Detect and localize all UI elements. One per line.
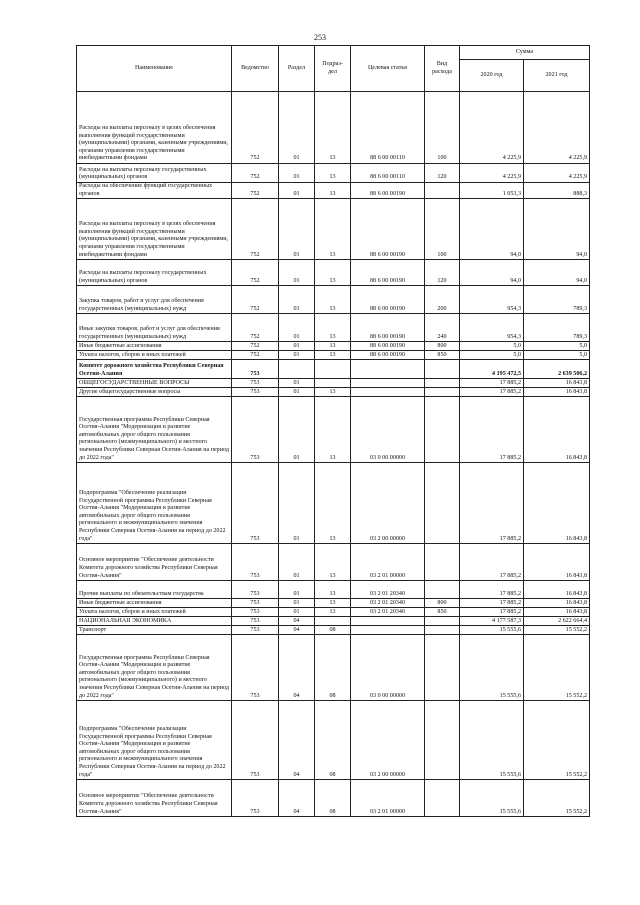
cell-ved: 753 (232, 388, 279, 397)
cell-2020: 954,3 (460, 314, 524, 342)
table-row (77, 635, 590, 701)
cell-2021: 16 843,8 (524, 463, 590, 544)
cell-2021: 94,0 (524, 199, 590, 260)
cell-razdel: 04 (279, 635, 315, 701)
cell-celevaya: 03 2 01 00000 (351, 544, 425, 581)
cell-2020: 4 225,9 (460, 92, 524, 164)
cell-razdel (279, 360, 315, 379)
cell-vid (425, 626, 460, 635)
cell-ved: 753 (232, 626, 279, 635)
cell-vid (425, 617, 460, 626)
cell-celevaya: 88 6 00 00190 (351, 199, 425, 260)
cell-2020: 17 885,2 (460, 581, 524, 599)
cell-vid (425, 463, 460, 544)
header-summa: Сумма (460, 46, 590, 60)
cell-razdel: 01 (279, 463, 315, 544)
cell-vid (425, 701, 460, 780)
cell-razdel: 01 (279, 164, 315, 183)
cell-2021: 16 843,8 (524, 581, 590, 599)
table-row (77, 199, 590, 260)
cell-vid: 200 (425, 286, 460, 314)
cell-podrazdel: 08 (315, 780, 351, 817)
cell-ved: 752 (232, 92, 279, 164)
cell-vid: 800 (425, 599, 460, 608)
table-row (77, 626, 590, 635)
cell-podrazdel: 08 (315, 635, 351, 701)
cell-podrazdel: 13 (315, 314, 351, 342)
table-row (77, 608, 590, 617)
cell-name: Расходы на выплаты персоналу в целях обеспечения выполнения функций государственными (муниципальными) органами, казенными учреждениями, органами управления государственными внебюджетными фондами (77, 199, 232, 260)
cell-2021: 16 843,8 (524, 397, 590, 463)
cell-celevaya: 03 0 00 00000 (351, 397, 425, 463)
cell-celevaya (351, 626, 425, 635)
cell-ved: 753 (232, 608, 279, 617)
cell-2020: 1 053,3 (460, 183, 524, 199)
cell-celevaya: 88 6 00 00190 (351, 260, 425, 286)
cell-celevaya: 88 6 00 00190 (351, 342, 425, 351)
cell-vid (425, 780, 460, 817)
cell-ved: 753 (232, 544, 279, 581)
cell-name: Расходы на выплаты персоналу в целях обеспечения выполнения функций государственными (муниципальными) органами, казенными учреждениями, органами управления государственными внебюджетными фондами (77, 92, 232, 164)
cell-podrazdel: 13 (315, 397, 351, 463)
table-row (77, 388, 590, 397)
cell-podrazdel: 13 (315, 599, 351, 608)
cell-vid (425, 544, 460, 581)
table-row (77, 286, 590, 314)
cell-celevaya (351, 388, 425, 397)
cell-name: Транспорт (77, 626, 232, 635)
cell-ved: 753 (232, 617, 279, 626)
budget-table (76, 45, 590, 817)
cell-celevaya: 88 6 00 00110 (351, 164, 425, 183)
cell-ved: 752 (232, 260, 279, 286)
cell-name: Прочие выплаты по обязательствам государства (77, 581, 232, 599)
cell-2020: 5,0 (460, 351, 524, 360)
cell-podrazdel: 13 (315, 92, 351, 164)
cell-vid: 120 (425, 260, 460, 286)
cell-razdel: 01 (279, 397, 315, 463)
table-row (77, 342, 590, 351)
cell-celevaya: 03 2 01 20340 (351, 581, 425, 599)
cell-razdel: 04 (279, 780, 315, 817)
cell-podrazdel: 13 (315, 183, 351, 199)
cell-podrazdel: 13 (315, 342, 351, 351)
table-row (77, 351, 590, 360)
cell-ved: 752 (232, 286, 279, 314)
cell-ved: 753 (232, 360, 279, 379)
cell-vid: 120 (425, 164, 460, 183)
cell-vid: 800 (425, 342, 460, 351)
table-row (77, 260, 590, 286)
page-number: 253 (314, 33, 326, 42)
table-row (77, 780, 590, 817)
cell-2021: 4 225,9 (524, 92, 590, 164)
cell-ved: 753 (232, 599, 279, 608)
cell-2021: 2 622 664,4 (524, 617, 590, 626)
cell-ved: 752 (232, 164, 279, 183)
cell-podrazdel (315, 617, 351, 626)
cell-celevaya: 03 2 01 20340 (351, 608, 425, 617)
cell-podrazdel: 13 (315, 199, 351, 260)
cell-razdel: 04 (279, 617, 315, 626)
cell-ved: 753 (232, 635, 279, 701)
cell-celevaya: 88 6 00 00190 (351, 183, 425, 199)
cell-2020: 4 177 587,3 (460, 617, 524, 626)
cell-name: Основное мероприятие "Обеспечение деятельности Комитета дорожного хозяйства Республики Северная Осетия-Алания" (77, 780, 232, 817)
table-row (77, 581, 590, 599)
cell-2021: 5,0 (524, 342, 590, 351)
cell-2020: 17 885,2 (460, 388, 524, 397)
cell-2021: 16 843,8 (524, 544, 590, 581)
cell-razdel: 01 (279, 314, 315, 342)
cell-2020: 17 885,2 (460, 608, 524, 617)
cell-name: Уплата налогов, сборов и иных платежей (77, 351, 232, 360)
cell-name: Комитет дорожного хозяйства Республики Северная Осетия-Алания (77, 360, 232, 379)
cell-podrazdel: 13 (315, 164, 351, 183)
cell-2021: 16 843,8 (524, 599, 590, 608)
cell-2021: 789,3 (524, 286, 590, 314)
cell-name: Закупка товаров, работ и услуг для обеспечения государственных (муниципальных) нужд (77, 286, 232, 314)
header-ved: Ведомство (232, 46, 279, 92)
cell-ved: 753 (232, 581, 279, 599)
cell-celevaya: 88 6 00 00110 (351, 92, 425, 164)
cell-name: Иные закупки товаров, работ и услуг для обеспечения государственных (муниципальных) нужд (77, 314, 232, 342)
cell-ved: 752 (232, 314, 279, 342)
cell-name: Подпрограмма "Обеспечение реализации Государственной программы Республики Северная Осетия-Алания "Модернизация и развитие автомобильных дорог общего пользования регионального и межмуниципального значения Республики Северная Осетия-Алания на период до 2022 года" (77, 463, 232, 544)
cell-ved: 752 (232, 351, 279, 360)
header-name: Наименование (77, 46, 232, 92)
cell-2021: 2 639 506,2 (524, 360, 590, 379)
table-row (77, 92, 590, 164)
cell-celevaya: 88 6 00 00190 (351, 314, 425, 342)
cell-podrazdel: 13 (315, 608, 351, 617)
cell-razdel: 01 (279, 183, 315, 199)
cell-2021: 16 843,8 (524, 379, 590, 388)
table-row (77, 379, 590, 388)
cell-celevaya: 03 2 01 00000 (351, 780, 425, 817)
cell-name: Расходы на обеспечение функций государственных органов (77, 183, 232, 199)
cell-celevaya: 88 6 00 00190 (351, 351, 425, 360)
cell-celevaya (351, 379, 425, 388)
cell-podrazdel: 13 (315, 351, 351, 360)
table-row (77, 183, 590, 199)
cell-ved: 753 (232, 701, 279, 780)
cell-vid: 100 (425, 92, 460, 164)
table-row (77, 544, 590, 581)
cell-ved: 753 (232, 379, 279, 388)
cell-razdel: 01 (279, 581, 315, 599)
cell-razdel: 01 (279, 199, 315, 260)
cell-2021: 16 843,8 (524, 608, 590, 617)
cell-podrazdel: 13 (315, 544, 351, 581)
cell-2020: 15 555,6 (460, 626, 524, 635)
cell-2021: 888,3 (524, 183, 590, 199)
cell-ved: 753 (232, 397, 279, 463)
table-row (77, 599, 590, 608)
table-body (77, 92, 590, 817)
cell-2021: 16 843,8 (524, 388, 590, 397)
cell-vid: 240 (425, 314, 460, 342)
cell-vid (425, 581, 460, 599)
cell-razdel: 01 (279, 608, 315, 617)
cell-razdel: 01 (279, 379, 315, 388)
cell-vid (425, 183, 460, 199)
cell-2020: 17 885,2 (460, 599, 524, 608)
cell-2020: 4 225,9 (460, 164, 524, 183)
cell-2020: 17 885,2 (460, 397, 524, 463)
header-2020: 2020 год (460, 60, 524, 92)
cell-ved: 752 (232, 183, 279, 199)
cell-2021: 94,0 (524, 260, 590, 286)
cell-2020: 94,0 (460, 199, 524, 260)
cell-podrazdel: 13 (315, 388, 351, 397)
cell-razdel: 01 (279, 92, 315, 164)
cell-vid (425, 397, 460, 463)
cell-2020: 94,0 (460, 260, 524, 286)
cell-razdel: 01 (279, 388, 315, 397)
cell-name: ОБЩЕГОСУДАРСТВЕННЫЕ ВОПРОСЫ (77, 379, 232, 388)
cell-podrazdel: 08 (315, 626, 351, 635)
cell-celevaya (351, 360, 425, 379)
cell-ved: 752 (232, 199, 279, 260)
header-celevaya: Целевая статья (351, 46, 425, 92)
cell-name: Государственная программа Республики Северная Осетия-Алания "Модернизация и развитие автомобильных дорог общего пользования регионального (межмуниципального) и местного значения Республики Северная Осетия-Алания на период до 2022 года" (77, 635, 232, 701)
cell-podrazdel (315, 379, 351, 388)
cell-vid (425, 388, 460, 397)
cell-ved: 753 (232, 780, 279, 817)
table-row (77, 463, 590, 544)
cell-2020: 15 555,6 (460, 701, 524, 780)
table-row (77, 314, 590, 342)
header-2021: 2021 год (524, 60, 590, 92)
cell-razdel: 04 (279, 626, 315, 635)
cell-2021: 789,3 (524, 314, 590, 342)
cell-razdel: 01 (279, 342, 315, 351)
cell-razdel: 01 (279, 599, 315, 608)
table-row (77, 397, 590, 463)
cell-celevaya: 03 2 00 00000 (351, 701, 425, 780)
cell-name: Иные бюджетные ассигнования (77, 599, 232, 608)
cell-name: Государственная программа Республики Северная Осетия-Алания "Модернизация и развитие автомобильных дорог общего пользования регионального (межмуниципального) и местного значения Республики Северная Осетия-Алания на период до 2022 года" (77, 397, 232, 463)
cell-razdel: 01 (279, 286, 315, 314)
cell-razdel: 01 (279, 351, 315, 360)
cell-2021: 15 552,2 (524, 701, 590, 780)
cell-name: Расходы на выплаты персоналу государственных (муниципальных) органов (77, 260, 232, 286)
cell-2021: 15 552,2 (524, 626, 590, 635)
cell-2020: 17 885,2 (460, 463, 524, 544)
table-row (77, 164, 590, 183)
cell-2020: 15 555,6 (460, 635, 524, 701)
cell-celevaya: 03 0 00 00000 (351, 635, 425, 701)
cell-celevaya (351, 617, 425, 626)
cell-vid (425, 360, 460, 379)
cell-2020: 17 885,2 (460, 544, 524, 581)
cell-name: Другие общегосударственные вопросы (77, 388, 232, 397)
cell-podrazdel: 08 (315, 701, 351, 780)
cell-name: НАЦИОНАЛЬНАЯ ЭКОНОМИКА (77, 617, 232, 626)
cell-2021: 15 552,2 (524, 780, 590, 817)
cell-name: Иные бюджетные ассигнования (77, 342, 232, 351)
cell-podrazdel: 13 (315, 286, 351, 314)
cell-razdel: 01 (279, 260, 315, 286)
cell-podrazdel: 13 (315, 463, 351, 544)
cell-celevaya: 03 2 01 20340 (351, 599, 425, 608)
cell-vid: 100 (425, 199, 460, 260)
cell-podrazdel (315, 360, 351, 379)
cell-vid: 850 (425, 351, 460, 360)
cell-2021: 4 225,9 (524, 164, 590, 183)
cell-name: Подпрограмма "Обеспечение реализации Государственной программы Республики Северная Осетия-Алания "Модернизация и развитие автомобильных дорог общего пользования регионального и межмуниципального значения Республики Северная Осетия-Алания на период до 2022 года" (77, 701, 232, 780)
cell-2020: 4 195 472,5 (460, 360, 524, 379)
cell-celevaya: 03 2 00 00000 (351, 463, 425, 544)
cell-name: Основное мероприятие "Обеспечение деятельности Комитета дорожного хозяйства Республики Северная Осетия-Алания" (77, 544, 232, 581)
cell-razdel: 01 (279, 544, 315, 581)
cell-vid (425, 379, 460, 388)
cell-ved: 753 (232, 463, 279, 544)
cell-name: Расходы на выплаты персоналу государственных (муниципальных) органов (77, 164, 232, 183)
table-row (77, 360, 590, 379)
cell-2021: 15 552,2 (524, 635, 590, 701)
cell-celevaya: 88 6 00 00190 (351, 286, 425, 314)
cell-2020: 954,3 (460, 286, 524, 314)
header-podrazdel: Подраз- дел (315, 46, 351, 92)
cell-2020: 15 555,6 (460, 780, 524, 817)
cell-2020: 17 885,2 (460, 379, 524, 388)
cell-ved: 752 (232, 342, 279, 351)
header-razdel: Раздел (279, 46, 315, 92)
cell-name: Уплата налогов, сборов и иных платежей (77, 608, 232, 617)
table-row (77, 617, 590, 626)
cell-podrazdel: 13 (315, 260, 351, 286)
cell-2021: 5,0 (524, 351, 590, 360)
cell-razdel: 04 (279, 701, 315, 780)
cell-vid (425, 635, 460, 701)
table-row (77, 701, 590, 780)
cell-vid: 850 (425, 608, 460, 617)
cell-podrazdel: 13 (315, 581, 351, 599)
header-vid: Вид расхода (425, 46, 460, 92)
cell-2020: 5,0 (460, 342, 524, 351)
